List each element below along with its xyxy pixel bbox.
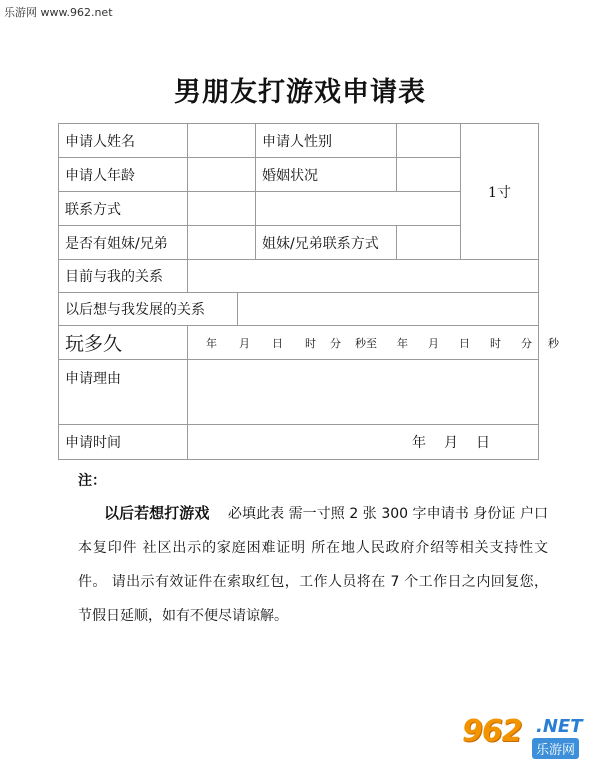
duration-from-minute: 分 (330, 336, 341, 350)
gender-field[interactable] (396, 123, 461, 158)
marital-label: 婚姻状况 (255, 157, 397, 192)
photo-box[interactable] (460, 123, 539, 260)
notice-lead: 以后若想打游戏 (104, 504, 210, 522)
duration-from-day: 日 (272, 336, 283, 350)
site-logo (462, 712, 596, 762)
date-day: 日 (476, 435, 490, 451)
notice-paragraph (78, 496, 548, 633)
current-relation-label: 目前与我的关系 (58, 259, 188, 293)
siblings-label: 是否有姐妹/兄弟 (58, 225, 188, 260)
duration-to-hour: 时 (490, 336, 501, 350)
marital-field[interactable] (396, 157, 461, 192)
duration-to-minute: 分 (521, 336, 532, 350)
current-relation-field[interactable] (187, 259, 539, 293)
site-watermark: 乐游网 www.962.net (4, 6, 113, 19)
contact-field-a[interactable] (187, 191, 256, 226)
form-title: 男朋友打游戏申请表 (174, 77, 426, 108)
reason-label: 申请理由 (58, 359, 188, 425)
duration-to-day: 日 (459, 336, 470, 350)
duration-to-year: 年 (397, 336, 408, 350)
duration-from-month: 月 (239, 336, 250, 350)
duration-to-month: 月 (428, 336, 439, 350)
date-month: 月 (444, 435, 458, 451)
duration-field[interactable] (187, 325, 559, 360)
contact-label: 联系方式 (58, 191, 188, 226)
name-label: 申请人姓名 (58, 123, 188, 158)
duration-from-second: 秒至 (355, 336, 377, 350)
logo-number: 962 (462, 714, 522, 749)
siblings-field[interactable] (187, 225, 256, 260)
notice-body: 必填此表 需一寸照 2 张 300 字申请书 身份证 户口本复印件 社区出示的家庭困难证明 所在地人民政府介绍等相关支持性文件。 请出示有效证件在索取红包，工作人员将在 7 个工作日之内回复您，节假日延顺，如有不便尽请谅解。 (78, 506, 548, 624)
sibling-contact-label: 姐妹/兄弟联系方式 (255, 225, 397, 260)
reason-field[interactable] (187, 359, 539, 425)
duration-from-year: 年 (206, 336, 217, 350)
logo-cn-text: 乐游网 (532, 738, 579, 759)
date-year: 年 (412, 435, 426, 451)
contact-field-b[interactable] (255, 191, 461, 226)
logo-suffix: .NET (536, 716, 583, 737)
name-field[interactable] (187, 123, 256, 158)
duration-from-hour: 时 (305, 336, 316, 350)
age-label: 申请人年龄 (58, 157, 188, 192)
duration-to-second: 秒 (548, 336, 559, 350)
note-label: 注： (78, 473, 106, 489)
age-field[interactable] (187, 157, 256, 192)
sibling-contact-field[interactable] (396, 225, 461, 260)
gender-label: 申请人性别 (255, 123, 397, 158)
duration-label: 玩多久 (58, 325, 188, 360)
date-label: 申请时间 (58, 424, 188, 460)
future-relation-field[interactable] (237, 292, 539, 326)
future-relation-label: 以后想与我发展的关系 (58, 292, 238, 326)
date-field[interactable] (187, 424, 539, 460)
photo-size-label: 1寸 (488, 184, 511, 201)
